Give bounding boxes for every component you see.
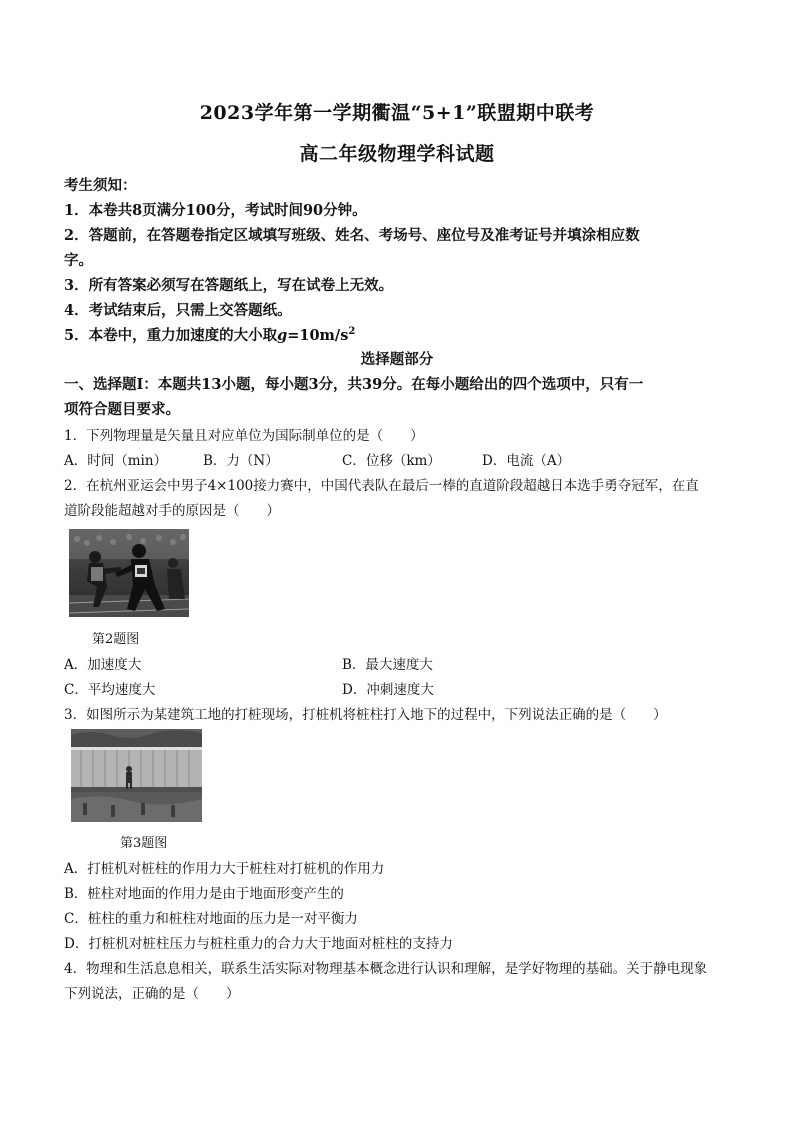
notice-item-gravity (64, 324, 355, 345)
exam-title: 2023学年第一学期衢温“5+1”联盟期中联考 (199, 102, 595, 124)
relay-race-photo (69, 529, 189, 617)
notice-item: 1．本卷共8页满分100分，考试时间90分钟。 (64, 202, 367, 219)
exam-subtitle: 高二年级物理学科试题 (299, 143, 495, 165)
pile-driver-photo (71, 729, 202, 822)
notice-item: 3．所有答案必须写在答题纸上，写在试卷上无效。 (64, 277, 394, 294)
section-instruction: 项符合题目要求。 (64, 401, 180, 418)
figure-2-caption: 第2题图 (92, 632, 140, 647)
notice-item: 2．答题前，在答题卷指定区域填写班级、姓名、考场号、座位号及准考证号并填涂相应数 (64, 227, 640, 244)
notice-item-text: 5．本卷中，重力加速度的大小取 (64, 327, 278, 344)
notice-item: 4．考试结束后，只需上交答题纸。 (64, 302, 292, 319)
q2-option-a: A．加速度大 (64, 657, 142, 673)
q3-option-c: C．桩柱的重力和桩柱对地面的压力是一对平衡力 (64, 911, 358, 927)
q3-option-a: A．打桩机对桩柱的作用力大于桩柱对打桩机的作用力 (64, 861, 385, 877)
question-4-stem: 下列说法，正确的是（ ） (64, 986, 240, 1002)
q3-option-b: B．桩柱对地面的作用力是由于地面形变产生的 (64, 886, 344, 902)
q2-option-b: B．最大速度大 (342, 657, 433, 673)
question-4-stem: 4．物理和生活息息相关，联系生活实际对物理基本概念进行认识和理解，是学好物理的基础。关于静电现象 (64, 961, 708, 977)
question-2-stem: 2．在杭州亚运会中男子4×100接力赛中，中国代表队在最后一棒的直道阶段超越日本选手勇夺冠军，在直 (64, 478, 699, 494)
notice-item: 字。 (64, 252, 93, 269)
question-1-stem: 1．下列物理量是矢量且对应单位为国际制单位的是（ ） (64, 428, 424, 444)
notice-heading: 考生须知： (64, 177, 137, 194)
section-instruction: 一、选择题Ⅰ：本题共13小题，每小题3分，共39分。在每小题给出的四个选项中，只有一 (64, 376, 644, 393)
q1-option-d: D．电流（A） (482, 453, 571, 469)
g-value: =10m/s (287, 327, 349, 344)
g-exponent: 2 (348, 326, 356, 338)
figure-3-caption: 第3题图 (120, 836, 168, 851)
q2-option-c: C．平均速度大 (64, 682, 156, 698)
g-symbol: g (277, 327, 288, 344)
question-2-stem: 道阶段能超越对手的原因是（ ） (64, 503, 280, 519)
question-3-stem: 3．如图所示为某建筑工地的打桩现场，打桩机将桩柱打入地下的过程中，下列说法正确的是（ ） (64, 707, 667, 723)
q2-option-d: D．冲刺速度大 (342, 682, 434, 698)
q1-option-a: A．时间（min） (64, 453, 168, 469)
q1-option-c: C．位移（km） (342, 453, 441, 469)
q3-option-d: D．打桩机对桩柱压力与桩柱重力的合力大于地面对桩柱的支持力 (64, 936, 453, 952)
section-label: 选择题部分 (360, 351, 434, 368)
q1-option-b: B．力（N） (203, 453, 279, 469)
